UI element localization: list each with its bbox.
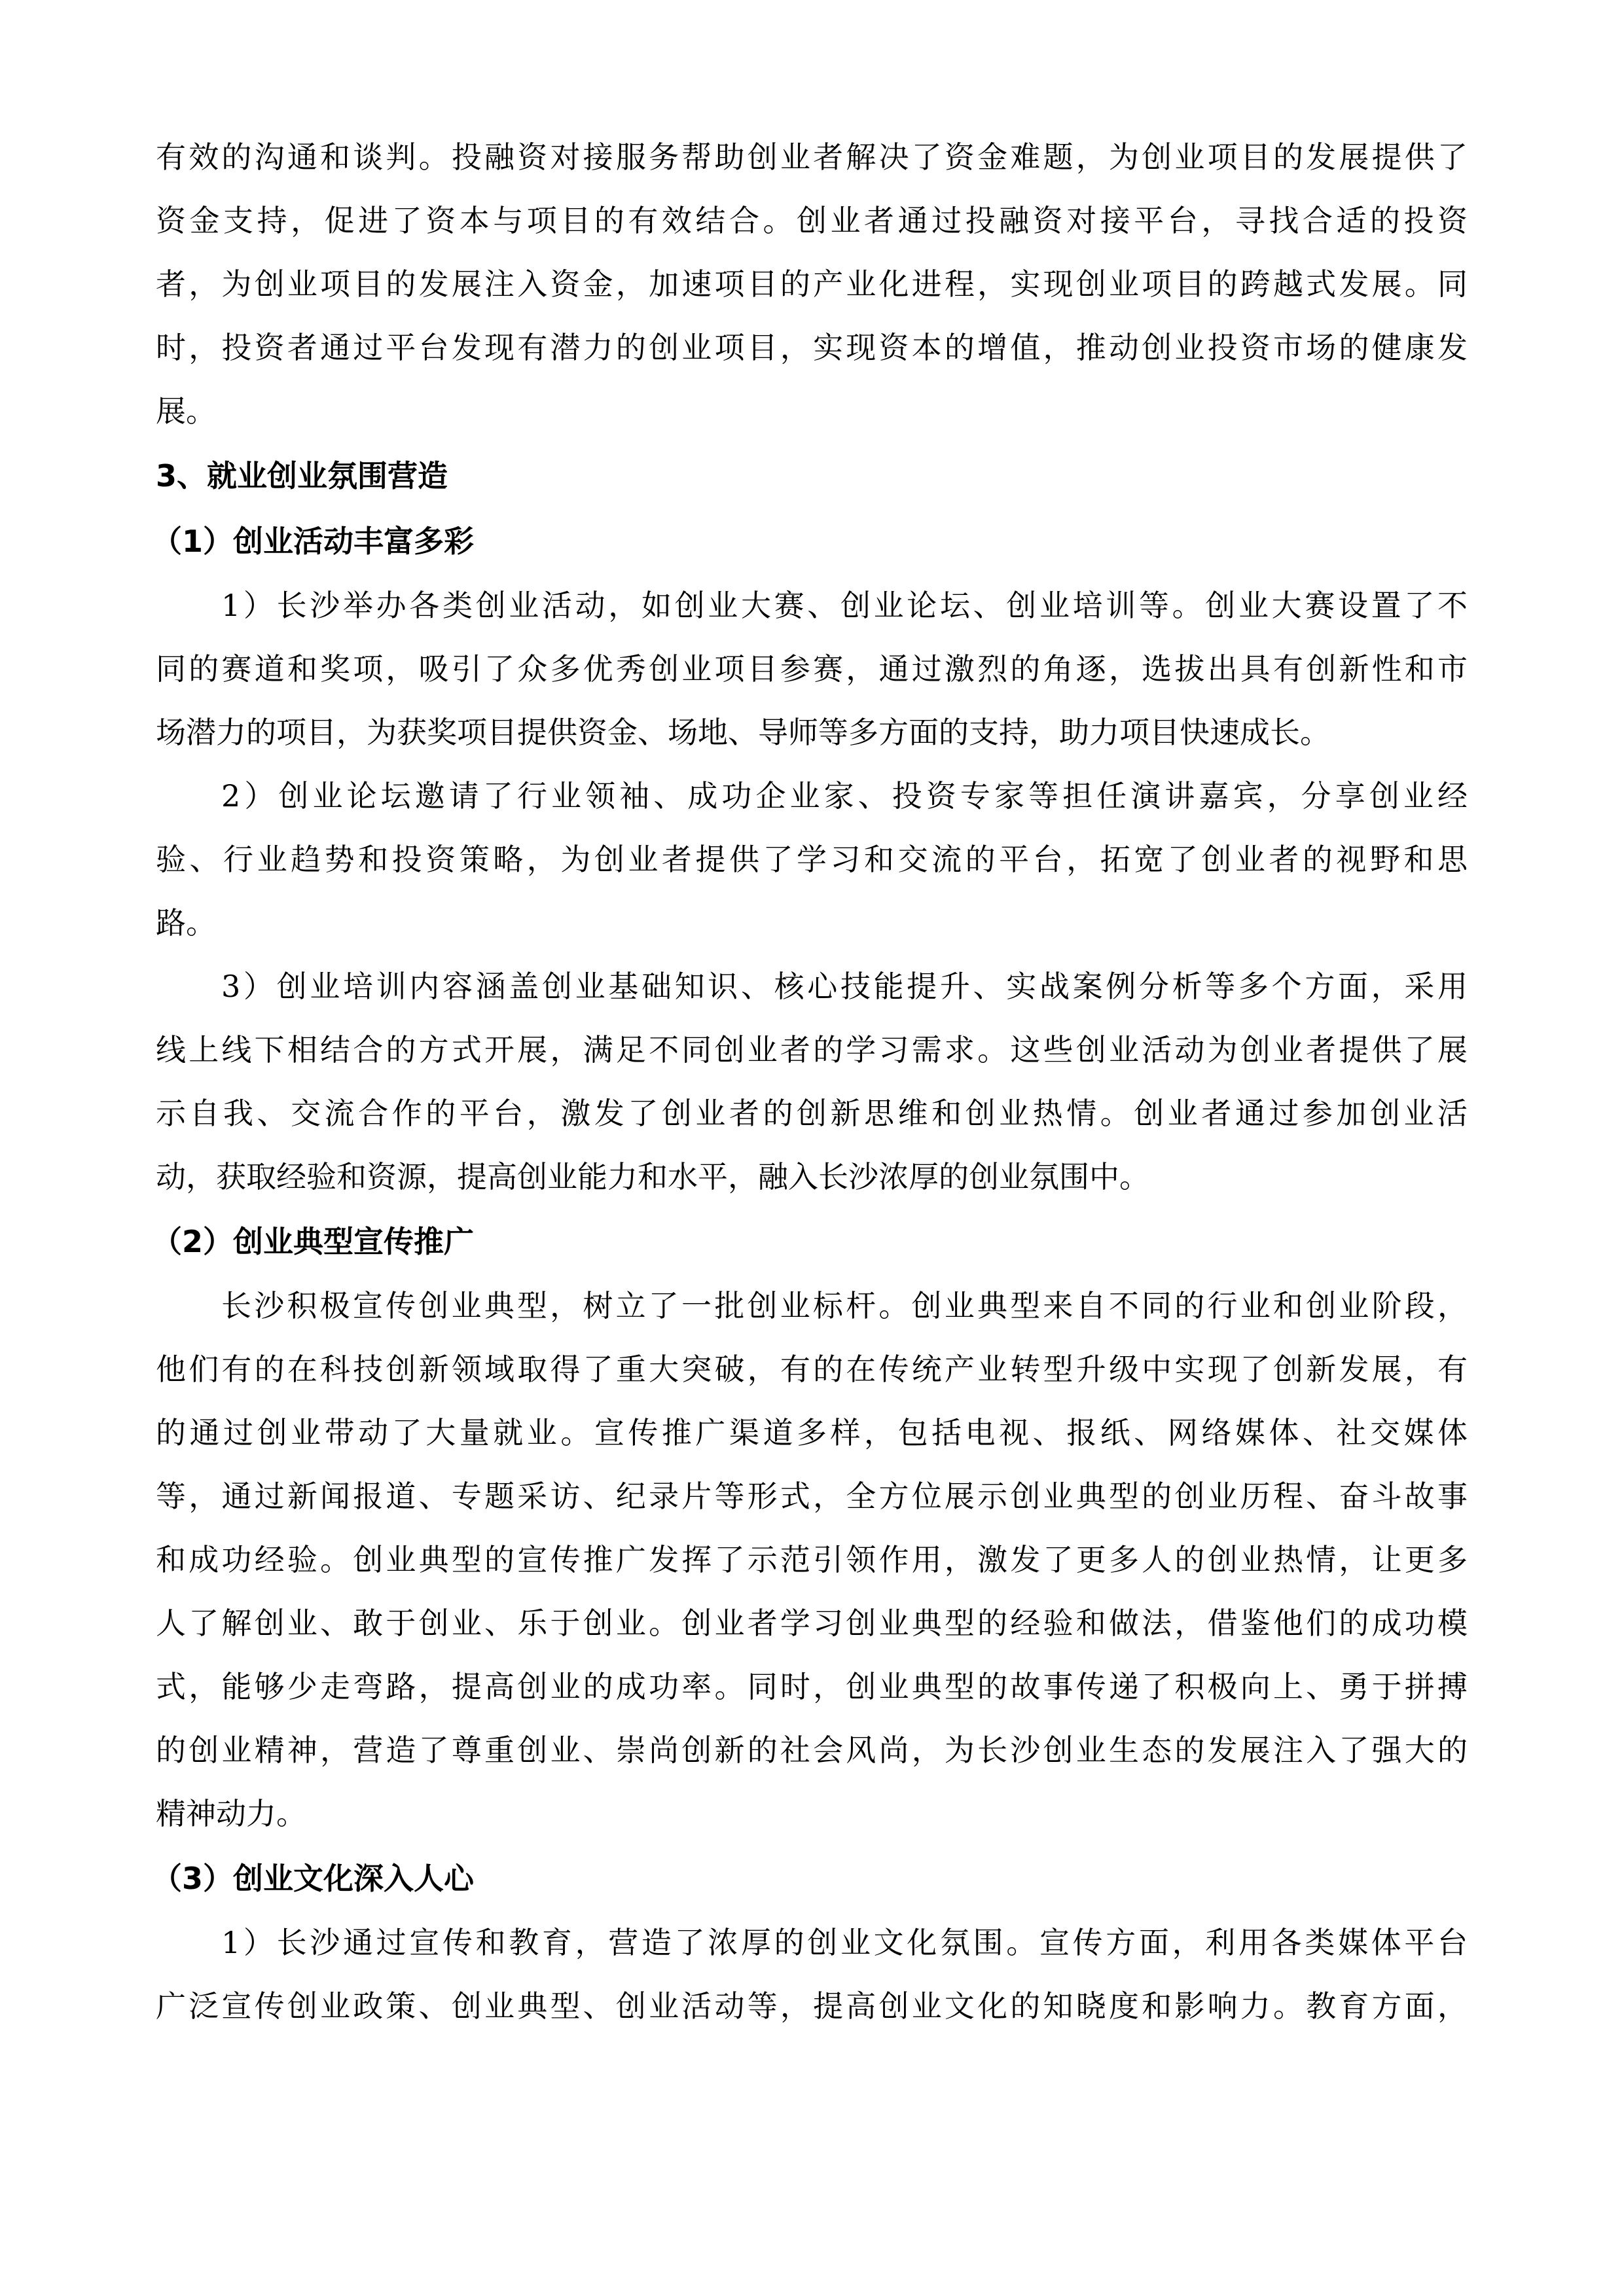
text-line: 2）创业论坛邀请了行业领袖、成功企业家、投资专家等担任演讲嘉宾，分享创业经 (221, 778, 1468, 814)
text-line: 1）长沙通过宣传和教育，营造了浓厚的创业文化氛围。宣传方面，利用各类媒体平台 (221, 1925, 1468, 1960)
text-line: 他们有的在科技创新领域取得了重大突破，有的在传统产业转型升级中实现了创新发展，有 (156, 1352, 1468, 1387)
paragraph-investment-financing (156, 126, 1468, 443)
paragraph-activities-3 (156, 955, 1468, 1209)
text-line: 同的赛道和奖项，吸引了众多优秀创业项目参赛，通过激烈的角逐，选拔出具有创新性和市 (156, 651, 1468, 687)
text-line: 式，能够少走弯路，提高创业的成功率。同时，创业典型的故事传递了积极向上、勇于拼搏 (156, 1669, 1468, 1704)
text-line: 3）创业培训内容涵盖创业基础知识、核心技能提升、实战案例分析等多个方面，采用 (221, 969, 1468, 1004)
paragraph-activities-2 (156, 764, 1468, 955)
subsection-heading: （1）创业活动丰富多彩 (152, 524, 475, 559)
text-line: 的创业精神，营造了尊重创业、崇尚创新的社会风尚，为长沙创业生态的发展注入了强大的 (156, 1732, 1468, 1768)
text-line: 长沙积极宣传创业典型，树立了一批创业标杆。创业典型来自不同的行业和创业阶段， (221, 1288, 1468, 1323)
text-line: 动，获取经验和资源，提高创业能力和水平，融入长沙浓厚的创业氛围中。 (156, 1159, 1149, 1194)
section-heading: 3、就业创业氛围营造 (156, 458, 448, 493)
text-line: 资金支持，促进了资本与项目的有效结合。创业者通过投融资对接平台，寻找合适的投资 (156, 203, 1468, 238)
text-line: 示自我、交流合作的平台，激发了创业者的创新思维和创业热情。创业者通过参加创业活 (156, 1096, 1468, 1131)
text-line: 线上线下相结合的方式开展，满足不同创业者的学习需求。这些创业活动为创业者提供了展 (156, 1032, 1468, 1067)
text-line: 展。 (156, 393, 216, 429)
text-line: 广泛宣传创业政策、创业典型、创业活动等，提高创业文化的知晓度和影响力。教育方面， (156, 1988, 1468, 2024)
text-line: 人了解创业、敢于创业、乐于创业。创业者学习创业典型的经验和做法，借鉴他们的成功模 (156, 1605, 1468, 1641)
text-line: 等，通过新闻报道、专题采访、纪录片等形式，全方位展示创业典型的创业历程、奋斗故事 (156, 1479, 1468, 1514)
text-line: 的通过创业带动了大量就业。宣传推广渠道多样，包括电视、报纸、网络媒体、社交媒体 (156, 1415, 1468, 1450)
text-line: 精神动力。 (156, 1796, 306, 1831)
document-page (152, 126, 1468, 2038)
text-line: 1）长沙举办各类创业活动，如创业大赛、创业论坛、创业培训等。创业大赛设置了不 (221, 588, 1468, 623)
text-line: 和成功经验。创业典型的宣传推广发挥了示范引领作用，激发了更多人的创业热情，让更多 (156, 1542, 1468, 1577)
text-line: 者，为创业项目的发展注入资金，加速项目的产业化进程，实现创业项目的跨越式发展。同 (156, 266, 1468, 302)
paragraph-role-models (156, 1274, 1468, 1846)
text-line: 场潜力的项目，为获奖项目提供资金、场地、导师等多方面的支持，助力项目快速成长。 (156, 715, 1330, 750)
text-line: 有效的沟通和谈判。投融资对接服务帮助创业者解决了资金难题，为创业项目的发展提供了 (156, 139, 1468, 175)
subsection-heading: （2）创业典型宣传推广 (152, 1224, 475, 1259)
text-line: 时，投资者通过平台发现有潜力的创业项目，实现资本的增值，推动创业投资市场的健康发 (156, 330, 1468, 365)
text-line: 路。 (156, 905, 216, 941)
text-line: 验、行业趋势和投资策略，为创业者提供了学习和交流的平台，拓宽了创业者的视野和思 (156, 842, 1468, 877)
paragraph-activities-1 (156, 574, 1468, 764)
subsection-heading: （3）创业文化深入人心 (152, 1861, 475, 1896)
paragraph-culture-1 (156, 1911, 1468, 2038)
